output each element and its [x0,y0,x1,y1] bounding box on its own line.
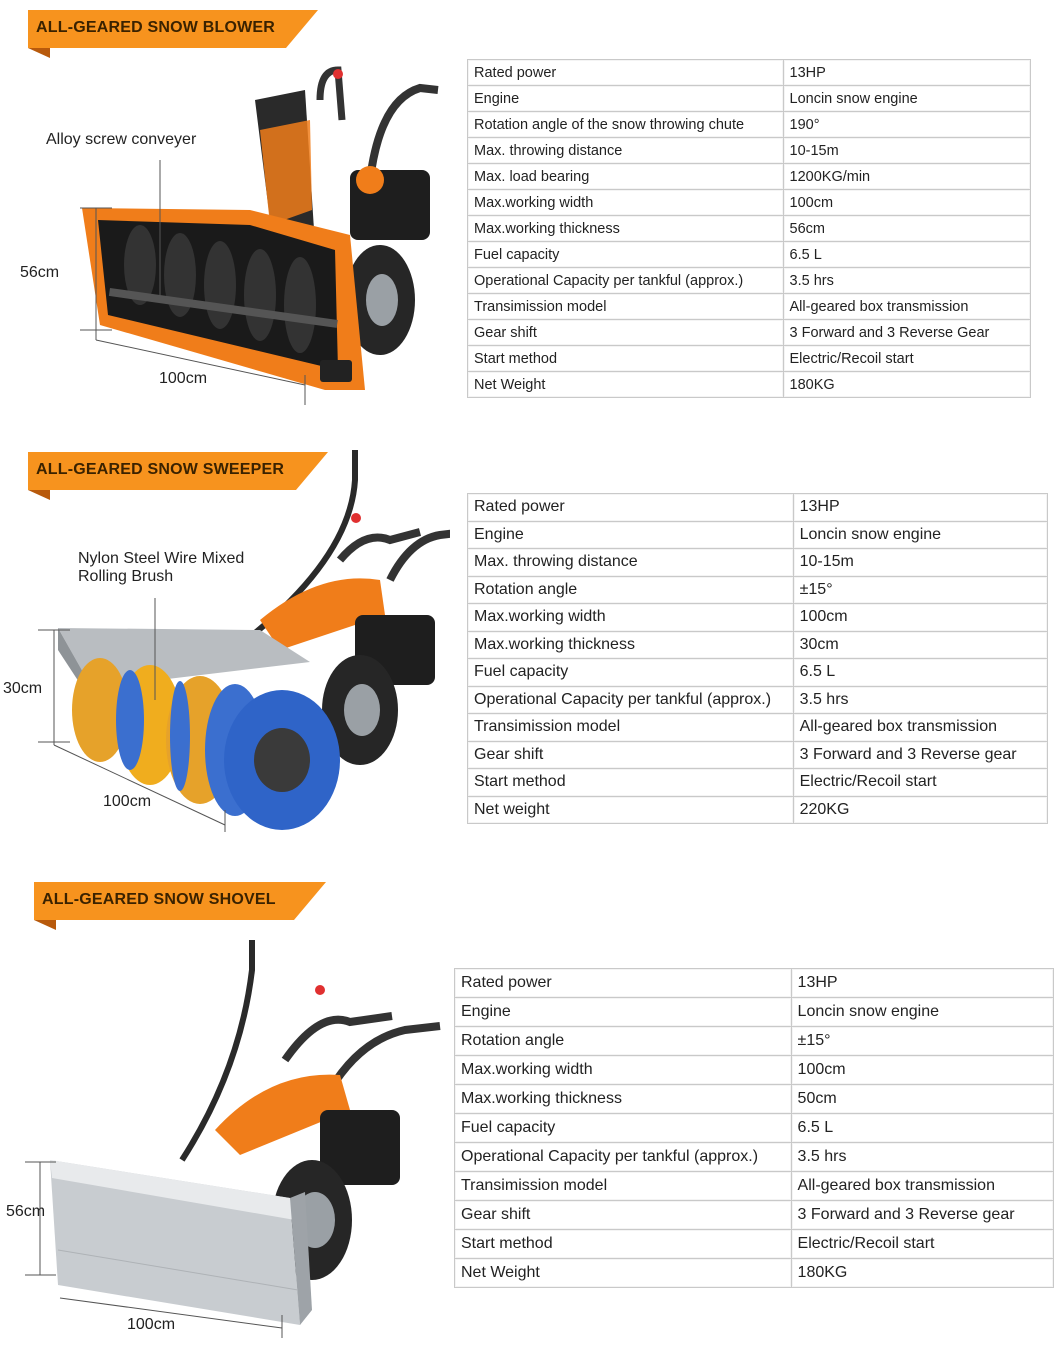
spec-row [468,138,1031,164]
snow-sweeper-image [20,440,450,840]
spec-value: 13HP [791,969,1053,998]
callout-line-2: Rolling Brush [78,568,174,585]
spec-value: 10-15m [793,549,1047,577]
spec-value: 3.5 hrs [791,1143,1053,1172]
spec-value: Loncin snow engine [791,998,1053,1027]
spec-label: Operational Capacity per tankful (approx.) [468,268,784,294]
spec-value: 13HP [783,60,1030,86]
spec-value: 180KG [783,372,1030,398]
spec-label: Fuel capacity [468,242,784,268]
section-banner-shovel [34,882,334,920]
section-title: ALL-GEARED SNOW SHOVEL [42,891,276,908]
spec-value: 100cm [793,604,1047,632]
spec-label: Start method [468,346,784,372]
spec-row [468,604,1048,632]
spec-value: Electric/Recoil start [793,769,1047,797]
spec-label: Max. throwing distance [468,138,784,164]
spec-label: Engine [455,998,792,1027]
spec-row [455,1201,1054,1230]
spec-value: 6.5 L [791,1114,1053,1143]
snow-shovel-image [20,930,450,1340]
spec-row [468,576,1048,604]
spec-row [468,86,1031,112]
callout-line-1: Nylon Steel Wire Mixed [78,550,245,567]
spec-value: 6.5 L [783,242,1030,268]
spec-value: 56cm [783,216,1030,242]
spec-value: ±15° [793,576,1047,604]
section-title: ALL-GEARED SNOW SWEEPER [36,461,285,478]
spec-row [468,549,1048,577]
width-label: 100cm [103,793,152,810]
spec-value: Loncin snow engine [783,86,1030,112]
section-banner-blower [28,10,328,48]
spec-label: Rated power [468,494,794,522]
section-title: ALL-GEARED SNOW BLOWER [36,19,276,36]
spec-row [455,1027,1054,1056]
spec-value: 3.5 hrs [793,686,1047,714]
spec-value: Electric/Recoil start [783,346,1030,372]
spec-label: Gear shift [468,320,784,346]
spec-label: Max.working width [455,1056,792,1085]
spec-row [455,1230,1054,1259]
spec-row [468,494,1048,522]
spec-label: Rated power [468,60,784,86]
spec-label: Gear shift [455,1201,792,1230]
callout-rolling-brush [78,550,244,586]
spec-label: Max. throwing distance [468,549,794,577]
spec-value: 1200KG/min [783,164,1030,190]
spec-row [468,741,1048,769]
spec-value: 13HP [793,494,1047,522]
spec-label: Rated power [455,969,792,998]
spec-value: 100cm [791,1056,1053,1085]
spec-row [468,372,1031,398]
spec-value: 3 Forward and 3 Reverse gear [791,1201,1053,1230]
spec-row [468,112,1031,138]
spec-row [468,796,1048,824]
spec-value: 220KG [793,796,1047,824]
spec-label: Rotation angle [468,576,794,604]
spec-label: Rotation angle of the snow throwing chute [468,112,784,138]
spec-row [455,969,1054,998]
spec-value: Electric/Recoil start [791,1230,1053,1259]
spec-table-sweeper [467,493,1048,824]
spec-value: 3.5 hrs [783,268,1030,294]
spec-row [455,1114,1054,1143]
spec-value: ±15° [791,1027,1053,1056]
spec-label: Gear shift [468,741,794,769]
spec-value: Loncin snow engine [793,521,1047,549]
height-label: 30cm [3,680,43,697]
spec-value: 100cm [783,190,1030,216]
spec-row [468,346,1031,372]
spec-label: Rotation angle [455,1027,792,1056]
spec-label: Start method [468,769,794,797]
spec-value: 30cm [793,631,1047,659]
spec-row [455,1085,1054,1114]
spec-label: Net Weight [468,372,784,398]
spec-value: 3 Forward and 3 Reverse gear [793,741,1047,769]
spec-label: Operational Capacity per tankful (approx.) [455,1143,792,1172]
width-label: 100cm [159,370,208,387]
spec-label: Max.working width [468,190,784,216]
spec-row [455,1172,1054,1201]
spec-row [468,686,1048,714]
spec-label: Engine [468,86,784,112]
spec-label: Transimission model [455,1172,792,1201]
spec-row [468,631,1048,659]
height-label: 56cm [20,264,60,281]
spec-label: Max. load bearing [468,164,784,190]
spec-row [468,268,1031,294]
callout-alloy-screw-conveyer: Alloy screw conveyer [46,131,197,148]
spec-row [468,769,1048,797]
spec-label: Net weight [468,796,794,824]
spec-label: Transimission model [468,294,784,320]
spec-label: Fuel capacity [468,659,794,687]
spec-label: Net Weight [455,1259,792,1288]
spec-value: 190° [783,112,1030,138]
spec-row [468,190,1031,216]
spec-label: Max.working thickness [455,1085,792,1114]
spec-label: Fuel capacity [455,1114,792,1143]
spec-label: Transimission model [468,714,794,742]
spec-value: 6.5 L [793,659,1047,687]
spec-row [468,294,1031,320]
spec-value: 180KG [791,1259,1053,1288]
spec-row [468,164,1031,190]
spec-label: Start method [455,1230,792,1259]
spec-row [468,320,1031,346]
spec-row [468,521,1048,549]
spec-table-shovel [454,968,1054,1288]
spec-value: 10-15m [783,138,1030,164]
height-label: 56cm [6,1203,46,1220]
spec-row [468,242,1031,268]
snow-blower-image [20,60,450,410]
spec-row [468,659,1048,687]
spec-row [468,60,1031,86]
spec-value: 3 Forward and 3 Reverse Gear [783,320,1030,346]
spec-row [455,1143,1054,1172]
width-label: 100cm [127,1316,176,1333]
spec-row [468,216,1031,242]
spec-table-blower [467,59,1031,398]
spec-value: All-geared box transmission [791,1172,1053,1201]
spec-row [455,1056,1054,1085]
spec-label: Max.working width [468,604,794,632]
spec-row [455,998,1054,1027]
spec-value: All-geared box transmission [783,294,1030,320]
spec-label: Max.working thickness [468,216,784,242]
spec-label: Max.working thickness [468,631,794,659]
spec-row [468,714,1048,742]
spec-value: All-geared box transmission [793,714,1047,742]
spec-row [455,1259,1054,1288]
spec-label: Operational Capacity per tankful (approx.) [468,686,794,714]
spec-label: Engine [468,521,794,549]
spec-value: 50cm [791,1085,1053,1114]
